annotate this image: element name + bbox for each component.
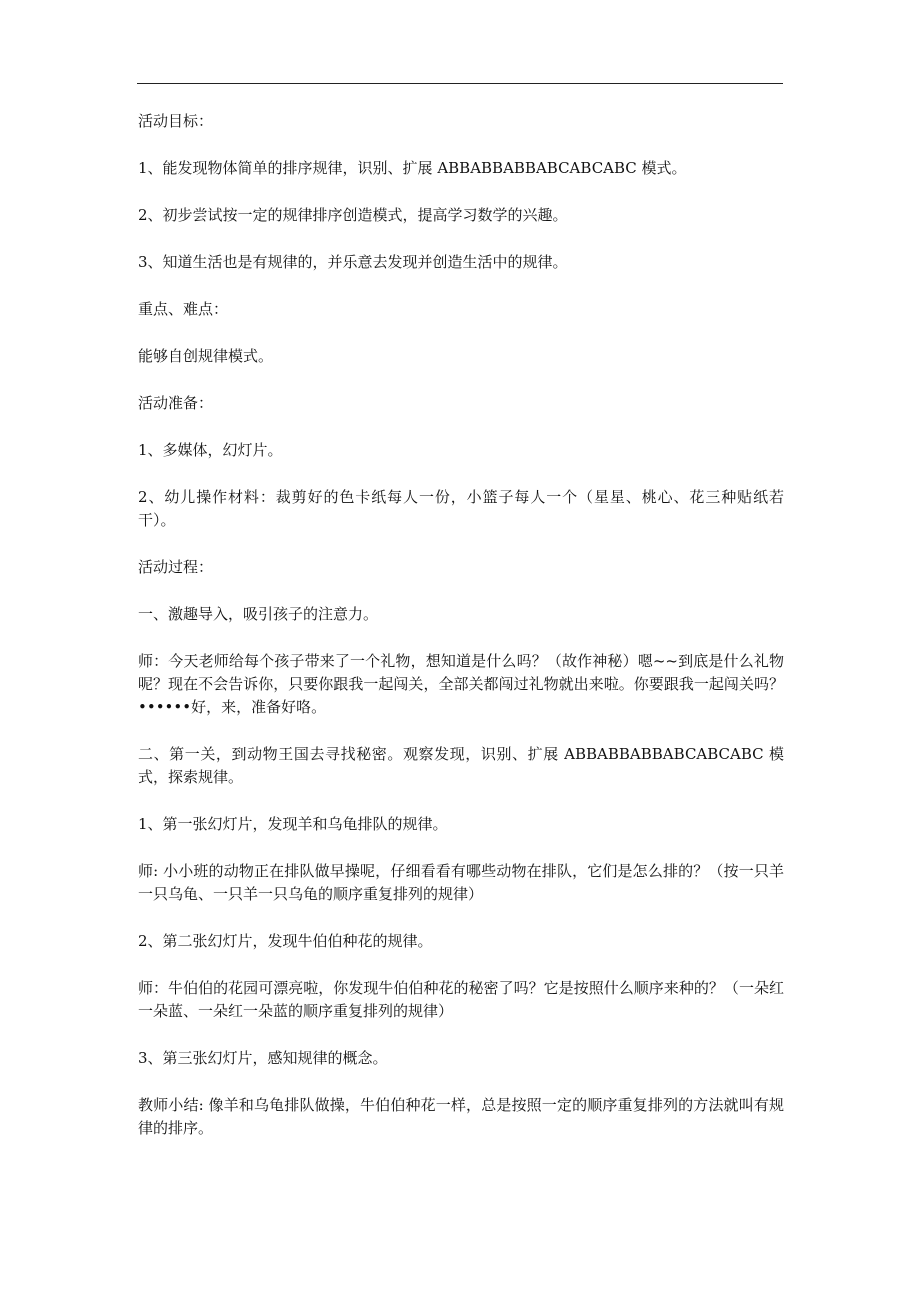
process-step-2: 二、第一关，到动物王国去寻找秘密。观察发现，识别、扩展 ABBABBABBABCABCABC 模式，探索规律。: [138, 745, 784, 786]
goal-item-2: 2、初步尝试按一定的规律排序创造模式，提高学习数学的兴趣。: [138, 206, 568, 224]
preparation-item-2: 2、幼儿操作材料：裁剪好的色卡纸每人一份，小篮子每人一个（星星、桃心、花三种贴纸若干）。: [138, 488, 784, 529]
slide-item-1: 1、第一张幻灯片，发现羊和乌龟排队的规律。: [138, 815, 448, 833]
slide-item-3: 3、第三张幻灯片，感知规律的概念。: [138, 1049, 388, 1067]
heading-key-points: 重点、难点：: [138, 300, 229, 318]
goal-item-3: 3、知道生活也是有规律的，并乐意去发现并创造生活中的规律。: [138, 253, 568, 271]
slide-item-2: 2、第二张幻灯片，发现牛伯伯种花的规律。: [138, 932, 433, 950]
heading-goals: 活动目标：: [138, 112, 214, 130]
goal-item-1: 1、能发现物体简单的排序规律，识别、扩展 ABBABBABBABCABCABC 模式。: [138, 159, 687, 177]
process-step-1: 一、激趣导入，吸引孩子的注意力。: [138, 605, 379, 623]
header-rule: [137, 83, 783, 84]
preparation-item-1: 1、多媒体，幻灯片。: [138, 441, 283, 459]
teacher-dialogue-3: 师：牛伯伯的花园可漂亮啦，你发现牛伯伯种花的秘密了吗？它是按照什么顺序来种的？（一朵红一朵蓝、一朵红一朵蓝的顺序重复排列的规律）: [138, 979, 784, 1020]
document-body: [138, 110, 784, 1164]
heading-process: 活动过程：: [138, 558, 214, 576]
heading-preparation: 活动准备：: [138, 394, 214, 412]
teacher-dialogue-1: 师：今天老师给每个孩子带来了一个礼物，想知道是什么吗？（故作神秘）嗯~~到底是什么礼物呢？现在不会告诉你，只要你跟我一起闯关，全部关都闯过礼物就出来啦。你要跟我一起闯关吗？••••••好，来，准备好咯。: [138, 652, 784, 716]
teacher-dialogue-2: 师: 小小班的动物正在排队做早操呢，仔细看看有哪些动物在排队，它们是怎么排的？（按一只羊一只乌龟、一只羊一只乌龟的顺序重复排列的规律）: [138, 862, 784, 903]
key-points-text: 能够自创规律模式。: [138, 347, 274, 365]
teacher-summary: 教师小结: 像羊和乌龟排队做操，牛伯伯种花一样，总是按照一定的顺序重复排列的方法就叫有规律的排序。: [138, 1096, 784, 1137]
